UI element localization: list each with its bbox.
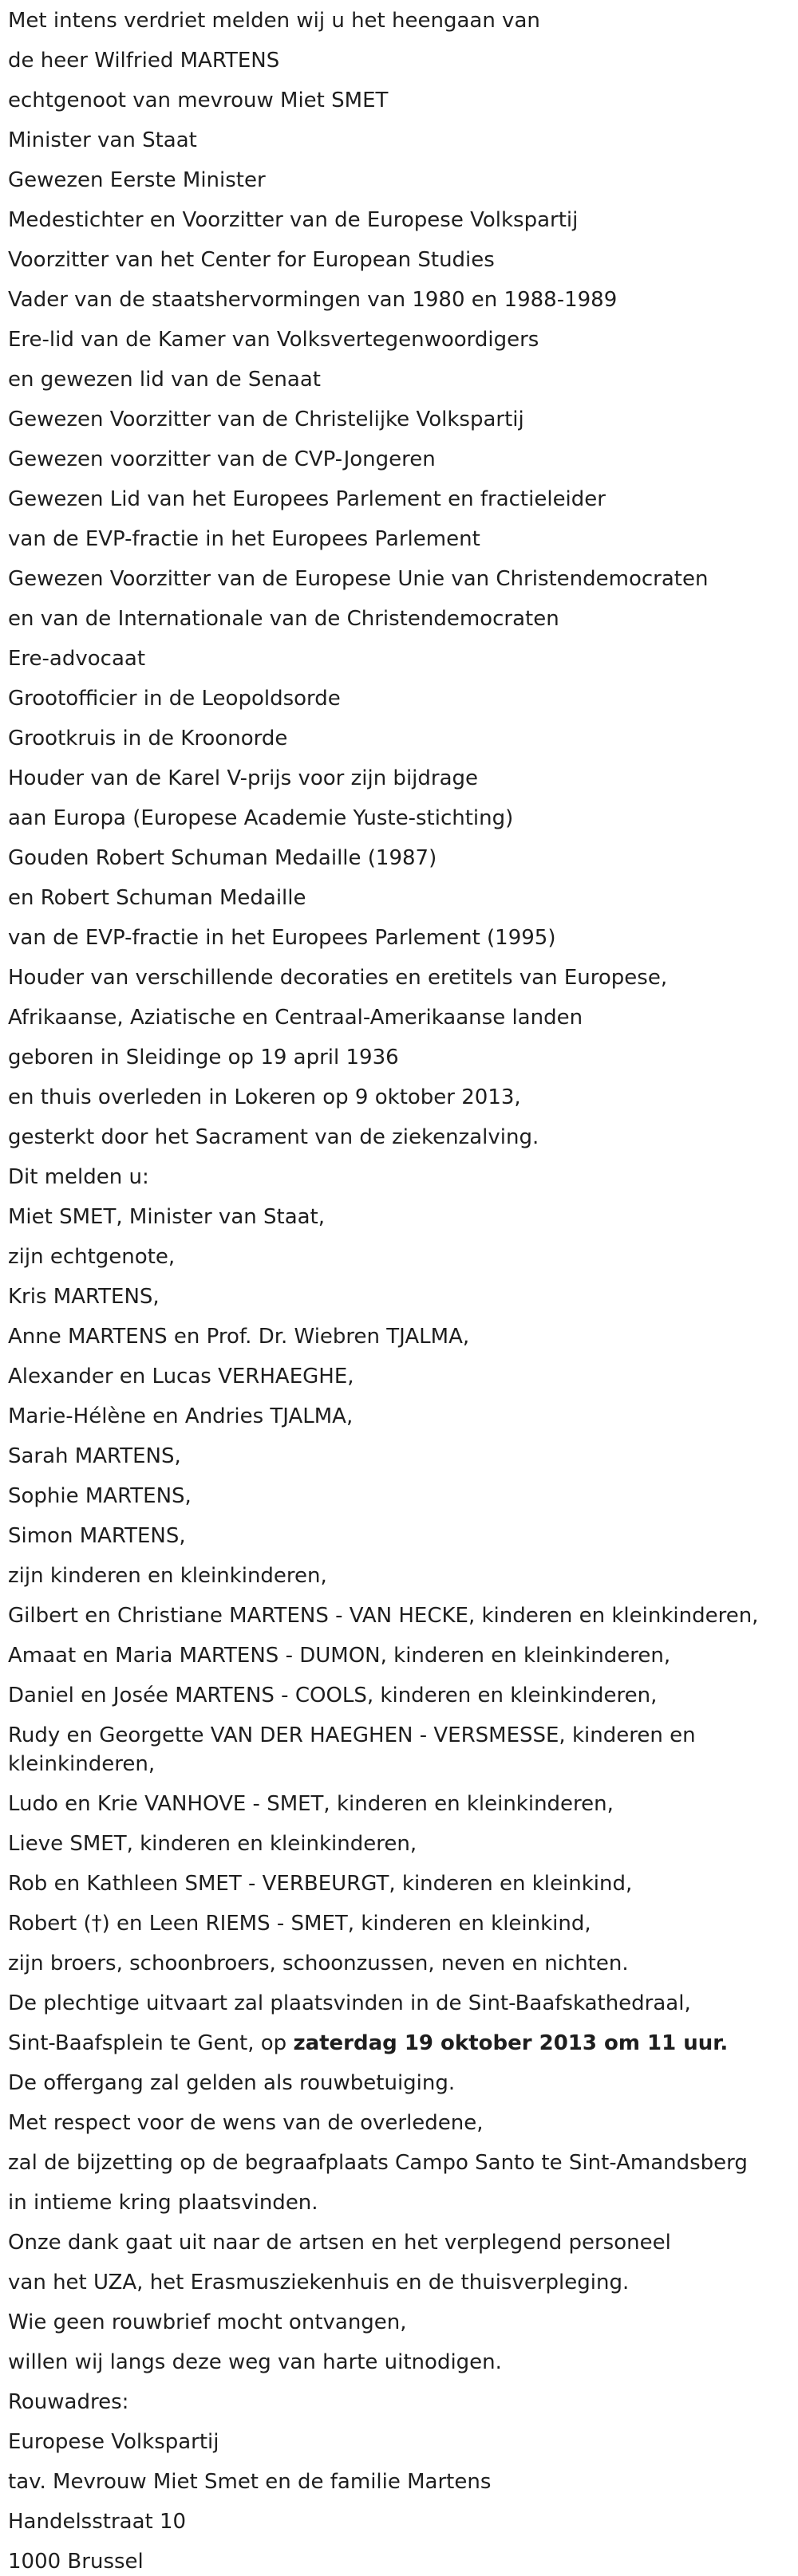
text-line: De plechtige uitvaart zal plaatsvinden in de Sint-Baafskathedraal, [8, 1991, 691, 2015]
text-line: Sophie MARTENS, [8, 1484, 192, 1508]
text-line: Onze dank gaat uit naar de artsen en het verplegend personeel [8, 2231, 671, 2255]
text-line: Gouden Robert Schuman Medaille (1987) [8, 846, 437, 870]
text-line: 1000 Brussel [8, 2550, 144, 2574]
text-line: Medestichter en Voorzitter van de Europese Volkspartij [8, 208, 579, 232]
text-line: tav. Mevrouw Miet Smet en de familie Martens [8, 2470, 492, 2494]
funeral-date-line [8, 2029, 790, 2058]
text-line: de heer Wilfried MARTENS [8, 49, 280, 73]
text-line: Lieve SMET, kinderen en kleinkinderen, [8, 1832, 417, 1856]
text-line: Gewezen Voorzitter van de Europese Unie van Christendemocraten [8, 567, 709, 591]
text-line: Grootofficier in de Leopoldsorde [8, 687, 341, 711]
text-line: Robert (†) en Leen RIEMS - SMET, kinderen en kleinkind, [8, 1912, 591, 1936]
text-line: De offergang zal gelden als rouwbetuiging. [8, 2071, 456, 2095]
text-line: echtgenoot van mevrouw Miet SMET [8, 89, 389, 112]
text-line: en gewezen lid van de Senaat [8, 368, 321, 392]
text-line: Marie-Hélène en Andries TJALMA, [8, 1404, 354, 1428]
text-line: Vader van de staatshervormingen van 1980 en 1988-1989 [8, 288, 618, 312]
text-line: willen wij langs deze weg van harte uitnodigen. [8, 2350, 502, 2374]
text-line: Afrikaanse, Aziatische en Centraal-Amerikaanse landen [8, 1006, 583, 1030]
text-line: Met intens verdriet melden wij u het heengaan van [8, 9, 540, 33]
text-line: en Robert Schuman Medaille [8, 886, 306, 910]
funeral-location-text: Sint-Baafsplein te Gent, op [8, 2031, 294, 2055]
text-line: zal de bijzetting op de begraafplaats Campo Santo te Sint-Amandsberg [8, 2151, 748, 2175]
text-line: Wie geen rouwbrief mocht ontvangen, [8, 2310, 407, 2334]
text-line: Daniel en Josée MARTENS - COOLS, kinderen en kleinkinderen, [8, 1684, 658, 1707]
text-line: aan Europa (Europese Academie Yuste-stichting) [8, 806, 514, 830]
text-line: Dit melden u: [8, 1165, 149, 1189]
text-line: zijn kinderen en kleinkinderen, [8, 1564, 327, 1588]
text-line: geboren in Sleidinge op 19 april 1936 [8, 1046, 399, 1069]
text-line: Kris MARTENS, [8, 1285, 160, 1309]
text-line: Gewezen Voorzitter van de Christelijke Volkspartij [8, 408, 524, 431]
text-line: Houder van de Karel V-prijs voor zijn bijdrage [8, 766, 479, 790]
text-line: Rudy en Georgette VAN DER HAEGHEN - VERSMESSE, kinderen en kleinkinderen, [8, 1723, 696, 1776]
text-line: Ere-lid van de Kamer van Volksvertegenwoordigers [8, 328, 539, 352]
text-line: Houder van verschillende decoraties en eretitels van Europese, [8, 966, 668, 990]
text-line: Ludo en Krie VANHOVE - SMET, kinderen en kleinkinderen, [8, 1792, 614, 1816]
text-line: Ere-advocaat [8, 647, 146, 671]
text-line: Gewezen Eerste Minister [8, 168, 266, 192]
text-line: van het UZA, het Erasmusziekenhuis en de thuisverpleging. [8, 2271, 630, 2294]
text-line: Gewezen voorzitter van de CVP-Jongeren [8, 447, 436, 471]
text-line: Handelsstraat 10 [8, 2510, 187, 2534]
text-line: Anne MARTENS en Prof. Dr. Wiebren TJALMA, [8, 1325, 470, 1349]
text-line: Simon MARTENS, [8, 1524, 186, 1548]
text-line: Miet SMET, Minister van Staat, [8, 1205, 326, 1229]
text-line: Grootkruis in de Kroonorde [8, 727, 288, 750]
text-line: Gilbert en Christiane MARTENS - VAN HECKE, kinderen en kleinkinderen, [8, 1604, 759, 1628]
text-line: Gewezen Lid van het Europees Parlement en fractieleider [8, 487, 606, 511]
text-line: Sarah MARTENS, [8, 1444, 181, 1468]
text-line: Met respect voor de wens van de overledene, [8, 2111, 484, 2135]
text-line: zijn broers, schoonbroers, schoonzussen, neven en nichten. [8, 1952, 629, 1975]
text-line: van de EVP-fractie in het Europees Parlement (1995) [8, 926, 556, 950]
text-line: in intieme kring plaatsvinden. [8, 2191, 318, 2215]
text-line: Rouwadres: [8, 2390, 129, 2414]
text-line: Amaat en Maria MARTENS - DUMON, kinderen en kleinkinderen, [8, 1644, 671, 1668]
text-line: en thuis overleden in Lokeren op 9 oktober 2013, [8, 1085, 521, 1109]
text-line: Minister van Staat [8, 128, 197, 152]
funeral-datetime: zaterdag 19 oktober 2013 om 11 uur. [293, 2031, 729, 2055]
text-line: gesterkt door het Sacrament van de ziekenzalving. [8, 1125, 539, 1149]
text-line: Europese Volkspartij [8, 2430, 219, 2454]
text-line: van de EVP-fractie in het Europees Parlement [8, 527, 480, 551]
text-line: zijn echtgenote, [8, 1245, 176, 1269]
text-line: en van de Internationale van de Christendemocraten [8, 607, 559, 631]
text-line: Rob en Kathleen SMET - VERBEURGT, kinderen en kleinkind, [8, 1872, 633, 1896]
text-line: Alexander en Lucas VERHAEGHE, [8, 1365, 354, 1388]
text-line: Voorzitter van het Center for European Studies [8, 248, 495, 272]
